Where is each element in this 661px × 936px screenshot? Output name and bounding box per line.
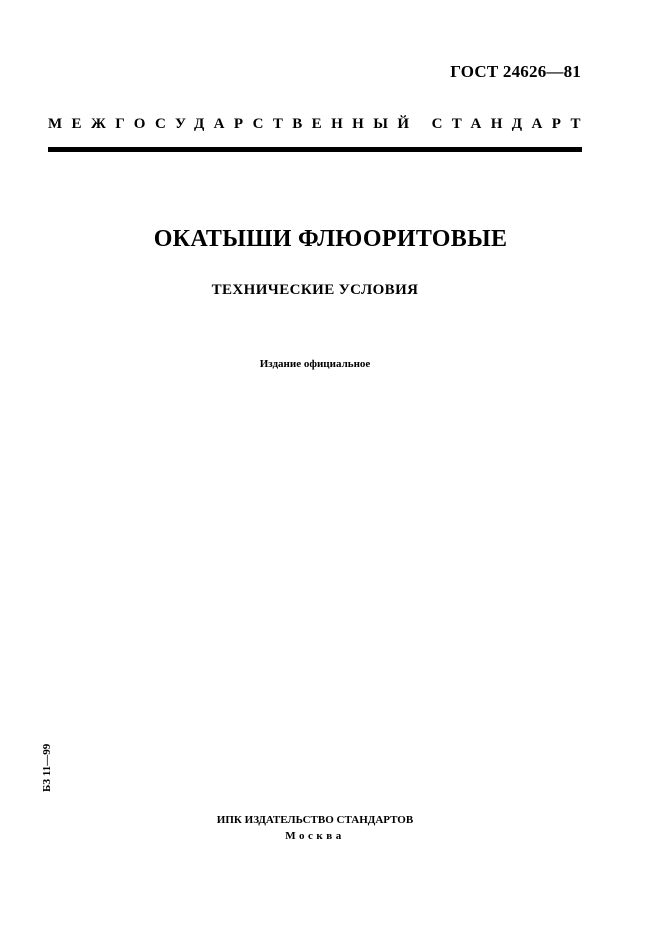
publisher-name: ИПК ИЗДАТЕЛЬСТВО СТАНДАРТОВ	[216, 814, 414, 826]
gost-number: ГОСТ 24626—81	[450, 62, 581, 81]
document-title: ОКАТЫШИ ФЛЮОРИТОВЫЕ	[153, 226, 508, 252]
publisher-city: Москва	[285, 830, 345, 842]
heading-divider	[48, 147, 582, 152]
standard-type-heading: МЕЖГОСУДАРСТВЕННЫЙ СТАНДАРТ	[48, 116, 590, 132]
edition-note: Издание официальное	[259, 358, 371, 370]
document-subtitle: ТЕХНИЧЕСКИЕ УСЛОВИЯ	[211, 282, 419, 298]
side-code: БЗ 11—99	[41, 743, 53, 792]
